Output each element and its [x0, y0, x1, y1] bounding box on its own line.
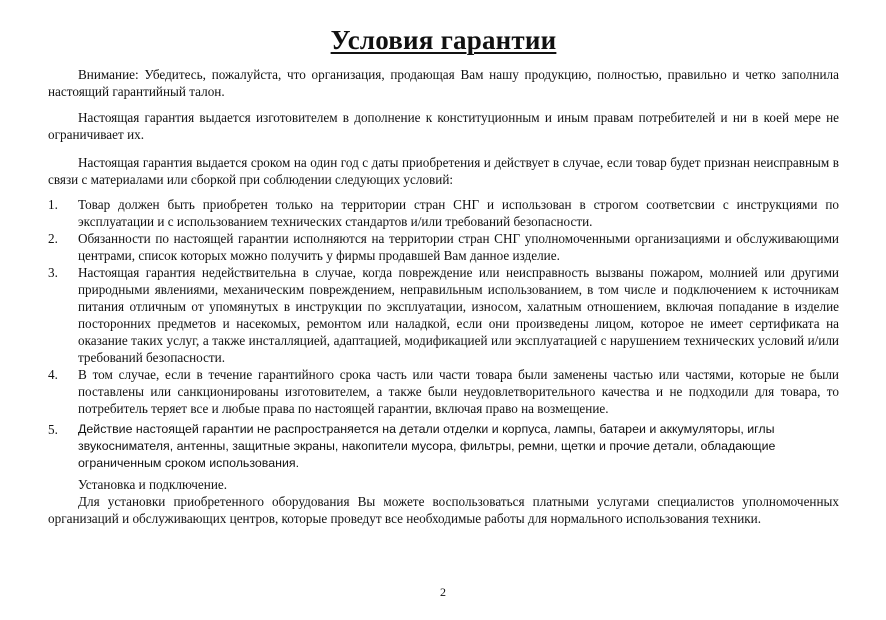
list-item-number: 4.	[48, 367, 58, 382]
list-item-number: 3.	[48, 265, 58, 280]
list-item-text: Товар должен быть приобретен только на территории стран СНГ и использован в строгом соответсвии с инструкциями по эксплуатации и с использованием технических стандартов и/или требований безопасности.	[78, 197, 839, 229]
list-item-text: Действие настоящей гарантии не распространяется на детали отделки и корпуса, лампы, батареи и аккумуляторы, иглы звукоснимателя, антенны, защитные экраны, накопители мусора, фильтры, ремни, щетки и прочие детали, обладающие ограниченным сроком использования.	[78, 422, 776, 470]
installation-heading: Установка и подключение.	[78, 477, 228, 492]
list-item	[48, 421, 839, 472]
list-item-number: 1.	[48, 197, 58, 212]
guarantee-term-paragraph: Настоящая гарантия выдается сроком на один год с даты приобретения и действует в случае, если товар будет признан неисправным в связи с материалами или сборкой при соблюдении следующих условий:	[48, 155, 839, 187]
list-item	[48, 196, 839, 230]
page-number: 2	[440, 585, 446, 599]
page-title: Условия гарантии	[330, 25, 557, 55]
attention-paragraph: Внимание: Убедитесь, пожалуйста, что организация, продающая Вам нашу продукцию, полностью, правильно и четко заполнила настоящий гарантийный талон.	[48, 67, 839, 99]
list-item-text: В том случае, если в течение гарантийного срока часть или части товара были заменены частью или частями, которые не были поставлены или санкционированы изготовителем, а также были неудовлетворительного качества и не подходили для товара, то потребитель теряет все и любые права по настоящей гарантии, включая право на возмещение.	[78, 367, 839, 416]
list-item	[48, 366, 839, 417]
list-item-text: Настоящая гарантия недействительна в случае, когда повреждение или неисправность вызваны пожаром, молнией или другими природными явлениями, механическим повреждением, неправильным использованием, в том числе и подключением к источникам питания отличным от упомянутых в инструкции по эксплуатации, износом, халатным отношением, включая попадание в изделие посторонних предметов и насекомых, ремонтом или наладкой, если они произведены лицом, которое не имеет сертификата на оказание таких услуг, а также инсталляцией, адаптацией, модификацией или эксплуатацией с нарушением технических условий и/или требований безопасности.	[78, 265, 839, 365]
list-item-number: 5.	[48, 422, 58, 437]
list-item-text: Обязанности по настоящей гарантии исполняются на территории стран СНГ уполномоченными организациями и обслуживающими центрами, список которых можно получить у фирмы продавшей Вам данное изделие.	[78, 231, 839, 263]
guarantee-rights-paragraph: Настоящая гарантия выдается изготовителем в дополнение к конституционным и иным правам потребителей и ни в коей мере не ограничивает их.	[48, 110, 839, 142]
conditions-list	[48, 196, 839, 472]
list-item	[48, 264, 839, 366]
list-item	[48, 230, 839, 264]
installation-paragraph: Для установки приобретенного оборудования Вы можете воспользоваться платными услугами специалистов уполномоченных организаций и обслуживающих центров, которые проведут все необходимые работы для нормального использования техники.	[48, 494, 839, 526]
list-item-number: 2.	[48, 231, 58, 246]
